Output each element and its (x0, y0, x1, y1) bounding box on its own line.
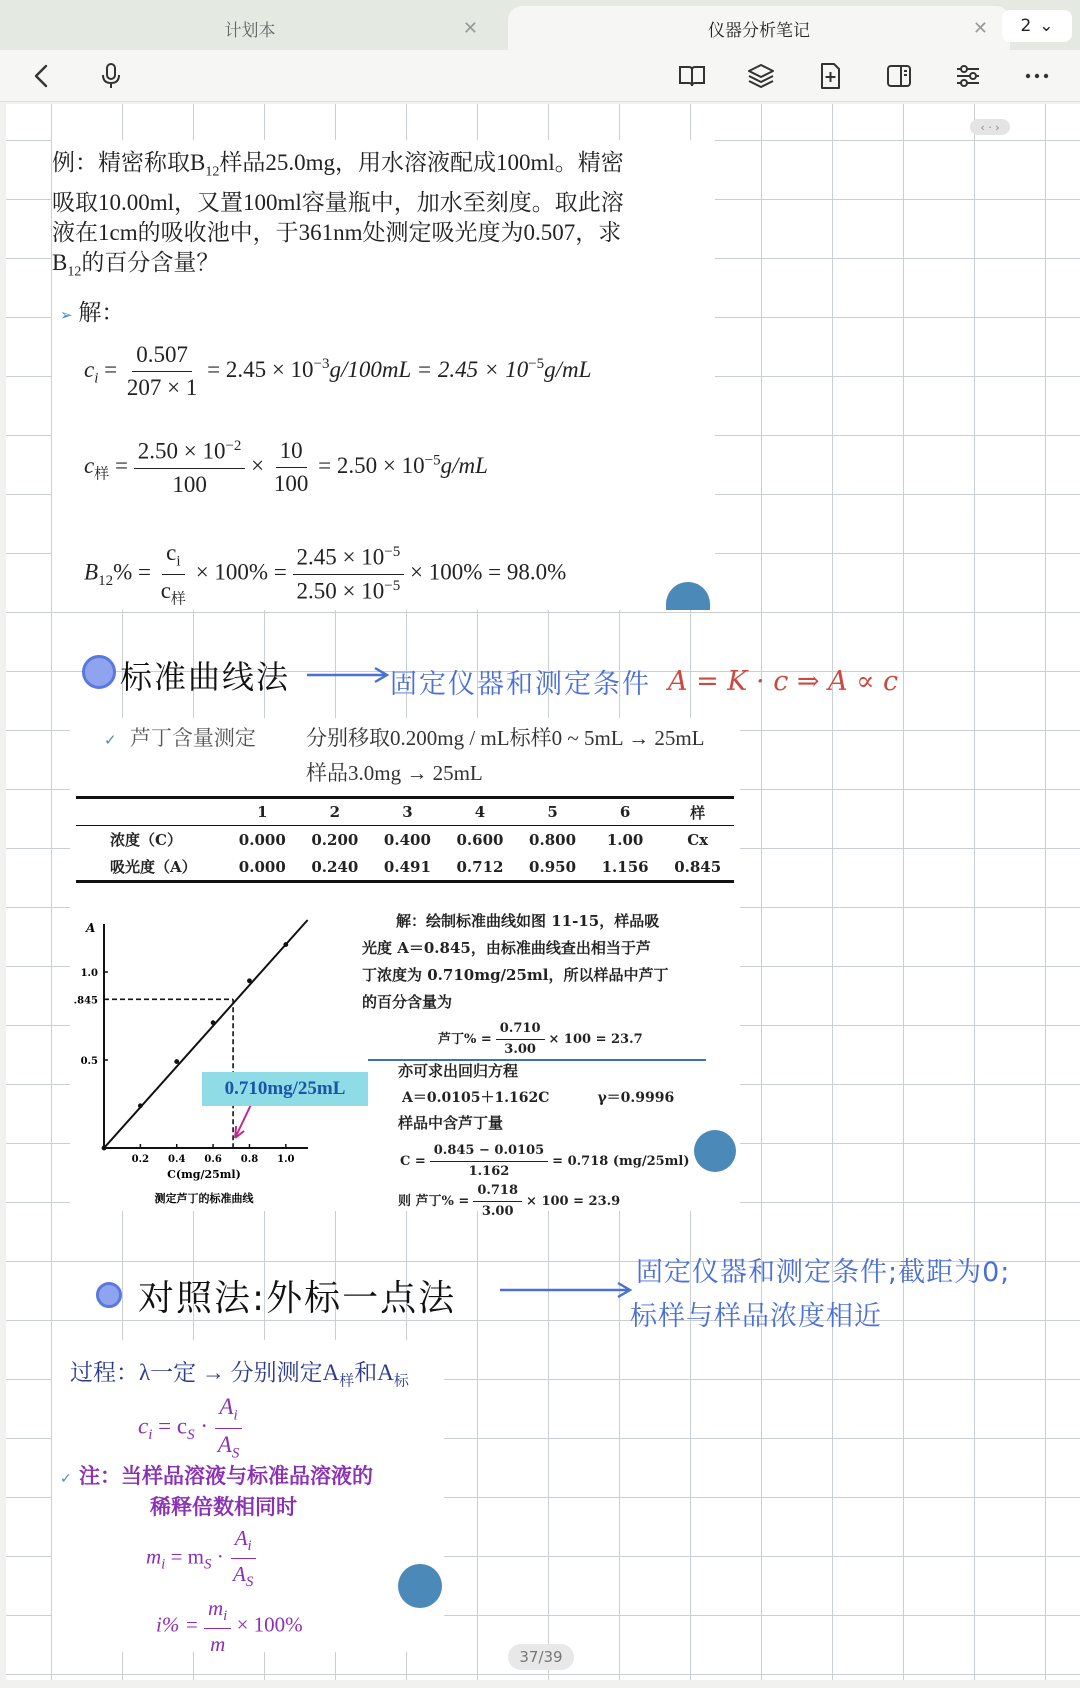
tab-bar (0, 0, 1080, 50)
solution-formula-3: 则 芦丁% = $\frac{0.718}{3.00}$ × 100 = 23.9 (398, 1183, 621, 1219)
back-icon[interactable] (26, 60, 58, 92)
y-axis-label: A (86, 921, 96, 935)
close-icon[interactable]: ✕ (462, 18, 478, 39)
x-tick-label: 0.6 (204, 1154, 222, 1165)
tab-label: 计划本 (224, 20, 276, 41)
bullet-arrow-icon: ➢ (60, 306, 73, 324)
microphone-icon[interactable] (95, 60, 127, 92)
equation-ci: $c_i$ = $\frac{0.507}{207 \times 1}$ = $2.45 \times 10^{-3}g/100mL = 2.45 \times 10^{-5}g/mL$ (84, 342, 592, 400)
tab-count-label: 2 (1020, 16, 1032, 36)
x-tick-label: 1.0 (277, 1154, 295, 1165)
x-tick-label: 0.4 (168, 1154, 186, 1165)
equation-b12-percent: $B_{12}\%$ = $\frac{c_i}{c_样}$ × 100% = $\frac{2.45 \times 10^{-5}}{2.50 \times 10^{-5}}$ × 100% = 98.0% (84, 540, 567, 608)
solution-text: 解：绘制标准曲线如图 11-15，样品吸 光度 A＝0.845，由标准曲线查出相当于芦 丁浓度为 0.710mg/25ml，所以样品中芦丁 的百分含量为 (362, 912, 669, 1011)
bullet-dot-icon (82, 655, 116, 689)
solve-label-row: ➢ 解： (60, 300, 125, 325)
formula-percent: i% = $\frac{m_i}{m}$ × 100% (156, 1596, 303, 1657)
data-point (283, 942, 288, 947)
bullet-dot-icon (96, 1282, 122, 1308)
tab-instrument-notes[interactable] (508, 6, 1010, 50)
toolbar (0, 50, 1080, 102)
check-icon: ✓ (60, 1471, 72, 1487)
beer-law-formula: A = K · c ⇒ A ∝ c (668, 666, 899, 697)
comparison-note-1: 固定仪器和测定条件;截距为0; (636, 1257, 1011, 1288)
book-icon[interactable] (676, 60, 708, 92)
table-row: 吸光度（A） 0.000 0.240 0.491 0.712 0.950 1.156 0.845 (76, 854, 734, 882)
table-row: 浓度（C） 0.000 0.200 0.400 0.600 0.800 1.00 Cx (110, 830, 709, 850)
annotation-label: 0.710mg/25mL (202, 1072, 368, 1106)
chart-title: 测定芦丁的标准曲线 (154, 1192, 254, 1205)
x-tick-label: 0.2 (131, 1154, 150, 1165)
tab-count-button[interactable] (1002, 10, 1072, 42)
formula-ci-cs: $c_i = c_S$ · $\frac{A_i}{A_S}$ (138, 1394, 243, 1462)
regression-text: 亦可求出回归方程 (398, 1062, 519, 1080)
data-point (102, 1146, 107, 1151)
arrow-icon (498, 1280, 634, 1300)
pointer-ball (694, 1130, 736, 1172)
solution-formula-1: 芦丁% = $\frac{0.710}{3.00}$ × 100 = 23.7 (438, 1021, 643, 1057)
series-line (104, 920, 308, 1148)
x-tick-label: 0.8 (240, 1154, 259, 1165)
regression-equation: A＝0.0105＋1.162C γ＝0.9996 (402, 1090, 675, 1106)
equation-csample: $c_样$ = $\frac{2.50 \times 10^{-2}}{100}$ × $\frac{10}{100}$ = $2.50 \times 10^{-5}g/mL$ (84, 438, 488, 497)
y-tick-label: 1.0 (80, 968, 98, 979)
table-header-row: 1 2 3 4 5 6 样 (76, 798, 734, 826)
add-page-icon[interactable] (814, 60, 846, 92)
data-table (76, 796, 734, 883)
tab-label: 仪器分析笔记 (708, 20, 810, 41)
data-point (211, 1020, 216, 1025)
tab-planner[interactable] (0, 6, 500, 50)
note-row: ✓ 注：当样品溶液与标准品溶液的 (60, 1464, 374, 1488)
rutin-line2: 样品3.0mg → 25mL (306, 761, 483, 785)
formula-mi-ms: $m_i = m_S$ · $\frac{A_i}{A_S}$ (146, 1526, 257, 1591)
data-point (247, 978, 252, 983)
solution-formula-2: C = $\frac{0.845 - 0.0105}{1.162}$ = 0.718 (mg/25ml) (400, 1143, 690, 1179)
more-icon[interactable] (1021, 60, 1053, 92)
split-view-icon[interactable] (883, 60, 915, 92)
note-line-2: 稀释倍数相同时 (150, 1495, 297, 1519)
y-tick-label: .845 (73, 995, 98, 1007)
standard-curve-note: 固定仪器和测定条件 (390, 669, 651, 700)
rutin-check-row: ✓ 芦丁含量测定 (104, 726, 256, 750)
section-title-comparison: 对照法:外标一点法 (138, 1278, 457, 1319)
settings-sliders-icon[interactable] (952, 60, 984, 92)
layers-icon[interactable] (745, 60, 777, 92)
y-tick-label: 0.5 (80, 1056, 98, 1067)
expand-handle[interactable]: ‹ · › (970, 119, 1010, 135)
rutin-line1: 分别移取0.200mg / mL标样0 ~ 5mL → 25mL (306, 726, 705, 750)
sample-content-label: 样品中含芦丁量 (398, 1114, 504, 1132)
arrow-icon (305, 665, 390, 685)
chevron-down-icon: ⌄ (1039, 16, 1054, 36)
check-icon: ✓ (104, 731, 117, 749)
section-title-standard-curve: 标准曲线法 (120, 658, 291, 696)
page-indicator: 37/39 (508, 1644, 574, 1670)
comparison-note-2: 标样与样品浓度相近 (630, 1301, 882, 1332)
close-icon[interactable]: ✕ (972, 18, 988, 39)
data-point (174, 1059, 179, 1064)
standard-curve-chart (70, 898, 370, 1210)
pointer-ball (398, 1564, 442, 1608)
x-axis-label: C(mg/25ml) (167, 1168, 241, 1181)
data-point (138, 1103, 143, 1108)
example-problem: 例：精密称取$B_{12}$样品25.0mg，用水溶液配成100ml。精密 吸取10.00ml，又置100ml容量瓶中，加水至刻度。取此溶 液在1cm的吸收池中，于361nm处测定吸光度为0.507，求 $B_{12}$的百分含量？ (52, 150, 624, 280)
process-line: 过程：λ一定 → 分别测定$A_样$和$A_标$ (70, 1360, 409, 1390)
